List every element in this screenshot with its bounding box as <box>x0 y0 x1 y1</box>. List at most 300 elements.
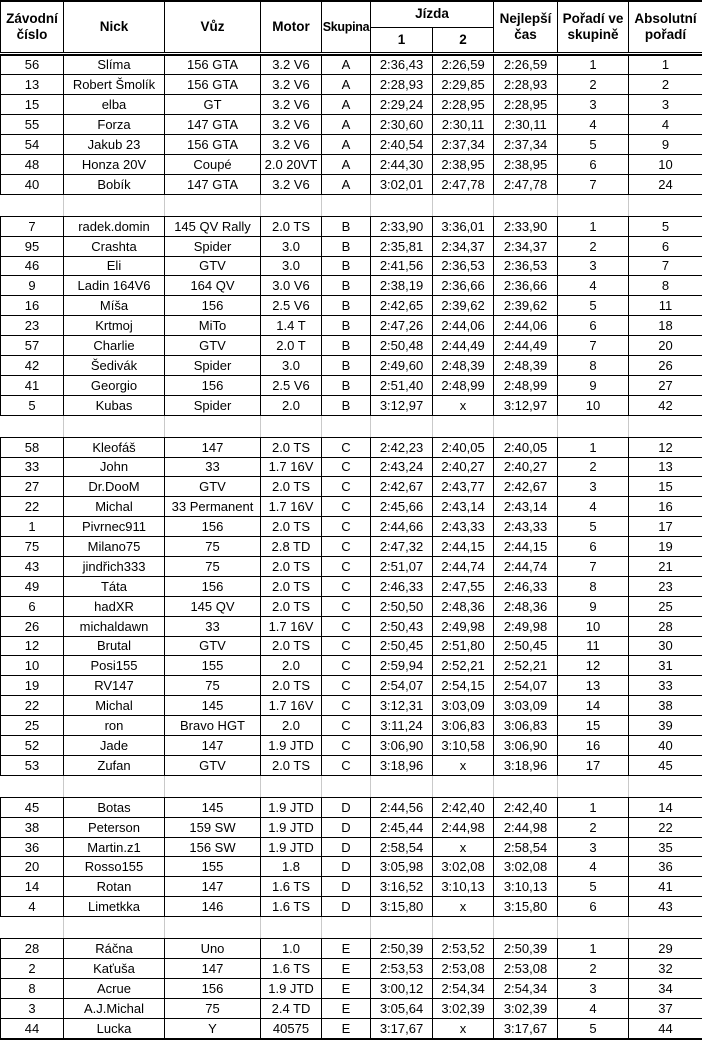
cell-best_time: 2:50,45 <box>494 636 558 656</box>
cell-group: C <box>322 457 371 477</box>
cell-race_number: 41 <box>1 375 64 395</box>
cell-best_time: 2:37,34 <box>494 135 558 155</box>
cell-race_number: 48 <box>1 154 64 174</box>
cell-ride_1: 3:17,67 <box>371 1018 433 1038</box>
cell-absolute_rank: 33 <box>629 676 702 696</box>
cell-group_rank: 6 <box>558 316 629 336</box>
cell-ride_1: 2:59,94 <box>371 656 433 676</box>
cell-absolute_rank: 24 <box>629 174 702 194</box>
cell-ride_1: 2:51,07 <box>371 556 433 576</box>
cell-ride_1: 3:12,97 <box>371 395 433 415</box>
cell-group_rank: 9 <box>558 596 629 616</box>
cell-ride_2: 3:02,08 <box>433 857 494 877</box>
cell-race_number: 3 <box>1 998 64 1018</box>
empty-cell <box>164 776 260 797</box>
cell-absolute_rank: 37 <box>629 998 702 1018</box>
cell-group: E <box>322 959 371 979</box>
cell-ride_2: x <box>433 395 494 415</box>
cell-ride_1: 2:42,65 <box>371 296 433 316</box>
cell-ride_2: 2:48,99 <box>433 375 494 395</box>
cell-group: E <box>322 1018 371 1038</box>
cell-group: C <box>322 716 371 736</box>
cell-ride_2: 3:10,58 <box>433 736 494 756</box>
table-row <box>1 316 702 336</box>
cell-group: B <box>322 276 371 296</box>
cell-car: GTV <box>165 636 261 656</box>
cell-best_time: 2:42,40 <box>494 797 558 817</box>
cell-group_rank: 4 <box>558 998 629 1018</box>
cell-absolute_rank: 28 <box>629 616 702 636</box>
empty-cell <box>260 195 321 216</box>
cell-race_number: 54 <box>1 135 64 155</box>
cell-car: 33 <box>165 457 261 477</box>
cell-absolute_rank: 23 <box>629 576 702 596</box>
cell-engine: 3.2 V6 <box>261 174 322 194</box>
cell-ride_1: 3:00,12 <box>371 978 433 998</box>
cell-group_rank: 7 <box>558 174 629 194</box>
cell-nick: Lucka <box>64 1018 165 1038</box>
table-body <box>0 55 702 1040</box>
cell-absolute_rank: 29 <box>629 939 702 959</box>
table-row <box>1 636 702 656</box>
cell-car: 75 <box>165 556 261 576</box>
header-absolute-rank: Absolutní pořadí <box>629 1 702 53</box>
cell-absolute_rank: 17 <box>629 517 702 537</box>
empty-cell <box>260 776 321 797</box>
empty-cell <box>321 917 370 938</box>
cell-car: 155 <box>165 857 261 877</box>
empty-cell <box>321 776 370 797</box>
empty-cell <box>260 917 321 938</box>
cell-engine: 1.9 JTD <box>261 736 322 756</box>
cell-best_time: 2:38,95 <box>494 154 558 174</box>
cell-best_time: 2:52,21 <box>494 656 558 676</box>
cell-ride_1: 3:16,52 <box>371 877 433 897</box>
cell-group: C <box>322 656 371 676</box>
cell-ride_1: 2:35,81 <box>371 236 433 256</box>
cell-race_number: 43 <box>1 556 64 576</box>
cell-car: 75 <box>165 676 261 696</box>
cell-engine: 2.0 <box>261 395 322 415</box>
cell-group_rank: 5 <box>558 296 629 316</box>
table-row <box>1 656 702 676</box>
empty-cell <box>493 917 557 938</box>
cell-absolute_rank: 10 <box>629 154 702 174</box>
table-row <box>1 276 702 296</box>
cell-car: GTV <box>165 256 261 276</box>
table-row <box>1 296 702 316</box>
cell-ride_2: 2:52,21 <box>433 656 494 676</box>
table-row <box>1 75 702 95</box>
cell-best_time: 2:44,15 <box>494 537 558 557</box>
cell-group: B <box>322 236 371 256</box>
cell-car: Uno <box>165 939 261 959</box>
cell-ride_2: 2:29,85 <box>433 75 494 95</box>
cell-nick: Botas <box>64 797 165 817</box>
cell-best_time: 3:02,39 <box>494 998 558 1018</box>
cell-engine: 3.2 V6 <box>261 75 322 95</box>
cell-group: C <box>322 576 371 596</box>
cell-group: C <box>322 517 371 537</box>
cell-race_number: 14 <box>1 877 64 897</box>
cell-best_time: 3:12,97 <box>494 395 558 415</box>
cell-ride_2: 2:42,40 <box>433 797 494 817</box>
cell-engine: 2.0 TS <box>261 676 322 696</box>
cell-group: B <box>322 216 371 236</box>
cell-group_rank: 7 <box>558 336 629 356</box>
cell-nick: Jade <box>64 736 165 756</box>
cell-ride_2: 2:40,27 <box>433 457 494 477</box>
cell-race_number: 25 <box>1 716 64 736</box>
cell-engine: 1.8 <box>261 857 322 877</box>
cell-nick: Limetkka <box>64 897 165 917</box>
cell-engine: 3.2 V6 <box>261 135 322 155</box>
cell-engine: 2.8 TD <box>261 537 322 557</box>
empty-cell <box>432 416 493 437</box>
cell-nick: Bobík <box>64 174 165 194</box>
cell-car: 156 GTA <box>165 55 261 75</box>
cell-ride_2: 2:38,95 <box>433 154 494 174</box>
cell-car: Spider <box>165 236 261 256</box>
cell-car: GT <box>165 95 261 115</box>
cell-absolute_rank: 39 <box>629 716 702 736</box>
cell-ride_2: 2:44,49 <box>433 336 494 356</box>
cell-car: Y <box>165 1018 261 1038</box>
cell-group: D <box>322 857 371 877</box>
cell-engine: 3.2 V6 <box>261 55 322 75</box>
cell-absolute_rank: 11 <box>629 296 702 316</box>
group-E-block <box>0 938 702 1039</box>
cell-engine: 3.0 <box>261 256 322 276</box>
group-separator-row <box>0 416 702 437</box>
table-row <box>1 154 702 174</box>
cell-race_number: 46 <box>1 256 64 276</box>
cell-ride_1: 3:05,98 <box>371 857 433 877</box>
table-row <box>1 55 702 75</box>
empty-cell <box>0 195 63 216</box>
cell-best_time: 2:49,98 <box>494 616 558 636</box>
cell-ride_2: 2:36,66 <box>433 276 494 296</box>
cell-group: B <box>322 375 371 395</box>
table-row <box>1 998 702 1018</box>
header-nick: Nick <box>64 1 165 53</box>
cell-ride_1: 2:38,19 <box>371 276 433 296</box>
cell-race_number: 19 <box>1 676 64 696</box>
cell-ride_1: 2:43,24 <box>371 457 433 477</box>
empty-cell <box>0 416 63 437</box>
cell-best_time: 2:43,14 <box>494 497 558 517</box>
empty-cell <box>628 195 702 216</box>
cell-engine: 2.0 20VT <box>261 154 322 174</box>
cell-engine: 3.0 <box>261 236 322 256</box>
cell-best_time: 2:28,93 <box>494 75 558 95</box>
cell-car: Spider <box>165 355 261 375</box>
cell-ride_1: 3:18,96 <box>371 755 433 775</box>
cell-ride_1: 2:42,23 <box>371 437 433 457</box>
cell-group_rank: 7 <box>558 556 629 576</box>
cell-nick: Brutal <box>64 636 165 656</box>
group-separator-row <box>0 917 702 938</box>
cell-race_number: 33 <box>1 457 64 477</box>
table-row <box>1 817 702 837</box>
cell-engine: 1.7 16V <box>261 497 322 517</box>
cell-ride_2: 2:28,95 <box>433 95 494 115</box>
cell-nick: Eli <box>64 256 165 276</box>
empty-cell <box>63 416 164 437</box>
cell-car: Coupé <box>165 154 261 174</box>
cell-ride_1: 2:50,45 <box>371 636 433 656</box>
cell-absolute_rank: 40 <box>629 736 702 756</box>
cell-engine: 2.0 T <box>261 336 322 356</box>
cell-group_rank: 3 <box>558 256 629 276</box>
cell-engine: 2.0 TS <box>261 755 322 775</box>
cell-group_rank: 3 <box>558 95 629 115</box>
cell-engine: 1.4 T <box>261 316 322 336</box>
cell-best_time: 3:02,08 <box>494 857 558 877</box>
empty-cell <box>321 416 370 437</box>
cell-group_rank: 4 <box>558 276 629 296</box>
empty-cell <box>628 776 702 797</box>
empty-cell <box>370 917 432 938</box>
cell-absolute_rank: 35 <box>629 837 702 857</box>
cell-car: 146 <box>165 897 261 917</box>
cell-group_rank: 12 <box>558 656 629 676</box>
cell-ride_2: 2:44,15 <box>433 537 494 557</box>
cell-ride_1: 2:33,90 <box>371 216 433 236</box>
cell-nick: Pivrnec911 <box>64 517 165 537</box>
empty-cell <box>0 776 63 797</box>
cell-race_number: 56 <box>1 55 64 75</box>
cell-car: 159 SW <box>165 817 261 837</box>
cell-absolute_rank: 32 <box>629 959 702 979</box>
header-ride-1: 1 <box>371 27 433 53</box>
header-group-rank: Pořadí ve skupině <box>558 1 629 53</box>
cell-nick: Ladin 164V6 <box>64 276 165 296</box>
group-B-block <box>0 216 702 416</box>
cell-absolute_rank: 26 <box>629 355 702 375</box>
cell-absolute_rank: 36 <box>629 857 702 877</box>
cell-engine: 40575 <box>261 1018 322 1038</box>
cell-absolute_rank: 12 <box>629 437 702 457</box>
cell-absolute_rank: 42 <box>629 395 702 415</box>
cell-group_rank: 6 <box>558 537 629 557</box>
empty-cell <box>557 776 628 797</box>
cell-group_rank: 1 <box>558 55 629 75</box>
cell-ride_2: 2:53,08 <box>433 959 494 979</box>
cell-group: C <box>322 676 371 696</box>
cell-ride_2: 2:54,15 <box>433 676 494 696</box>
header-group: Skupina <box>322 1 371 53</box>
cell-engine: 2.0 TS <box>261 596 322 616</box>
cell-nick: Míša <box>64 296 165 316</box>
header-race-number: Závodní číslo <box>1 1 64 53</box>
cell-group: A <box>322 174 371 194</box>
cell-race_number: 38 <box>1 817 64 837</box>
cell-absolute_rank: 45 <box>629 755 702 775</box>
cell-ride_2: 2:48,36 <box>433 596 494 616</box>
cell-absolute_rank: 18 <box>629 316 702 336</box>
cell-group: C <box>322 556 371 576</box>
empty-cell <box>370 776 432 797</box>
cell-best_time: 2:40,05 <box>494 437 558 457</box>
cell-group_rank: 4 <box>558 115 629 135</box>
cell-car: GTV <box>165 755 261 775</box>
cell-nick: Rotan <box>64 877 165 897</box>
cell-group: C <box>322 616 371 636</box>
table-row <box>1 216 702 236</box>
cell-car: 145 QV <box>165 596 261 616</box>
cell-ride_1: 2:45,66 <box>371 497 433 517</box>
cell-car: 147 GTA <box>165 115 261 135</box>
cell-absolute_rank: 3 <box>629 95 702 115</box>
cell-ride_2: 2:39,62 <box>433 296 494 316</box>
cell-car: 147 <box>165 736 261 756</box>
cell-ride_2: 2:40,05 <box>433 437 494 457</box>
cell-ride_2: 2:48,39 <box>433 355 494 375</box>
cell-ride_1: 2:53,53 <box>371 959 433 979</box>
cell-engine: 2.5 V6 <box>261 375 322 395</box>
cell-engine: 3.0 <box>261 355 322 375</box>
cell-ride_1: 2:28,93 <box>371 75 433 95</box>
group-separator-row <box>0 776 702 797</box>
cell-best_time: 2:58,54 <box>494 837 558 857</box>
table-row <box>1 477 702 497</box>
cell-race_number: 42 <box>1 355 64 375</box>
cell-ride_2: 2:44,06 <box>433 316 494 336</box>
cell-car: 156 <box>165 517 261 537</box>
table-row <box>1 877 702 897</box>
cell-car: 147 <box>165 959 261 979</box>
table-row <box>1 857 702 877</box>
cell-car: 155 <box>165 656 261 676</box>
group-D-block <box>0 797 702 917</box>
cell-race_number: 58 <box>1 437 64 457</box>
cell-engine: 1.7 16V <box>261 616 322 636</box>
cell-group_rank: 4 <box>558 497 629 517</box>
empty-cell <box>164 416 260 437</box>
cell-ride_1: 2:51,40 <box>371 375 433 395</box>
cell-engine: 1.9 JTD <box>261 978 322 998</box>
cell-race_number: 7 <box>1 216 64 236</box>
cell-group_rank: 13 <box>558 676 629 696</box>
cell-group_rank: 8 <box>558 355 629 375</box>
cell-ride_2: 3:10,13 <box>433 877 494 897</box>
cell-engine: 2.0 TS <box>261 556 322 576</box>
table-row <box>1 497 702 517</box>
table-row <box>1 236 702 256</box>
cell-ride_2: 2:43,77 <box>433 477 494 497</box>
cell-car: 33 <box>165 616 261 636</box>
cell-best_time: 3:18,96 <box>494 755 558 775</box>
table-row <box>1 959 702 979</box>
cell-absolute_rank: 16 <box>629 497 702 517</box>
empty-cell <box>557 416 628 437</box>
cell-car: Spider <box>165 395 261 415</box>
cell-car: MiTo <box>165 316 261 336</box>
cell-race_number: 36 <box>1 837 64 857</box>
cell-group: C <box>322 736 371 756</box>
cell-nick: Zufan <box>64 755 165 775</box>
table-row <box>1 576 702 596</box>
cell-best_time: 2:53,08 <box>494 959 558 979</box>
table-row <box>1 797 702 817</box>
cell-group_rank: 1 <box>558 437 629 457</box>
empty-cell <box>0 917 63 938</box>
cell-race_number: 16 <box>1 296 64 316</box>
cell-nick: Peterson <box>64 817 165 837</box>
cell-group: C <box>322 596 371 616</box>
cell-group_rank: 2 <box>558 817 629 837</box>
cell-absolute_rank: 27 <box>629 375 702 395</box>
cell-best_time: 2:48,39 <box>494 355 558 375</box>
cell-best_time: 2:46,33 <box>494 576 558 596</box>
cell-absolute_rank: 22 <box>629 817 702 837</box>
cell-best_time: 2:48,36 <box>494 596 558 616</box>
cell-nick: Kubas <box>64 395 165 415</box>
cell-group: E <box>322 939 371 959</box>
cell-race_number: 5 <box>1 395 64 415</box>
cell-nick: Dr.DooM <box>64 477 165 497</box>
cell-absolute_rank: 20 <box>629 336 702 356</box>
table-row <box>1 716 702 736</box>
cell-nick: Charlie <box>64 336 165 356</box>
cell-ride_1: 2:49,60 <box>371 355 433 375</box>
cell-absolute_rank: 31 <box>629 656 702 676</box>
cell-car: 156 GTA <box>165 75 261 95</box>
cell-engine: 1.7 16V <box>261 457 322 477</box>
cell-best_time: 2:44,74 <box>494 556 558 576</box>
table-row <box>1 596 702 616</box>
cell-engine: 2.0 <box>261 716 322 736</box>
cell-nick: Kleofáš <box>64 437 165 457</box>
cell-group_rank: 1 <box>558 216 629 236</box>
cell-group: D <box>322 897 371 917</box>
cell-race_number: 13 <box>1 75 64 95</box>
cell-nick: Krtmoj <box>64 316 165 336</box>
cell-ride_1: 2:42,67 <box>371 477 433 497</box>
table-row <box>1 256 702 276</box>
cell-group: B <box>322 355 371 375</box>
cell-group: C <box>322 636 371 656</box>
cell-engine: 1.7 16V <box>261 696 322 716</box>
cell-ride_2: x <box>433 1018 494 1038</box>
cell-absolute_rank: 9 <box>629 135 702 155</box>
cell-group_rank: 3 <box>558 978 629 998</box>
cell-ride_1: 2:50,50 <box>371 596 433 616</box>
cell-absolute_rank: 7 <box>629 256 702 276</box>
empty-cell <box>370 416 432 437</box>
cell-nick: A.J.Michal <box>64 998 165 1018</box>
cell-race_number: 10 <box>1 656 64 676</box>
cell-group: A <box>322 95 371 115</box>
cell-ride_2: 2:54,34 <box>433 978 494 998</box>
cell-ride_2: 3:36,01 <box>433 216 494 236</box>
cell-race_number: 57 <box>1 336 64 356</box>
cell-best_time: 2:54,07 <box>494 676 558 696</box>
cell-group_rank: 5 <box>558 1018 629 1038</box>
table-row <box>1 517 702 537</box>
cell-engine: 1.0 <box>261 939 322 959</box>
cell-best_time: 3:10,13 <box>494 877 558 897</box>
table-row <box>1 336 702 356</box>
cell-group_rank: 11 <box>558 636 629 656</box>
empty-cell <box>370 195 432 216</box>
cell-engine: 1.6 TS <box>261 959 322 979</box>
cell-group: A <box>322 75 371 95</box>
cell-race_number: 45 <box>1 797 64 817</box>
cell-race_number: 26 <box>1 616 64 636</box>
cell-ride_2: 2:44,74 <box>433 556 494 576</box>
